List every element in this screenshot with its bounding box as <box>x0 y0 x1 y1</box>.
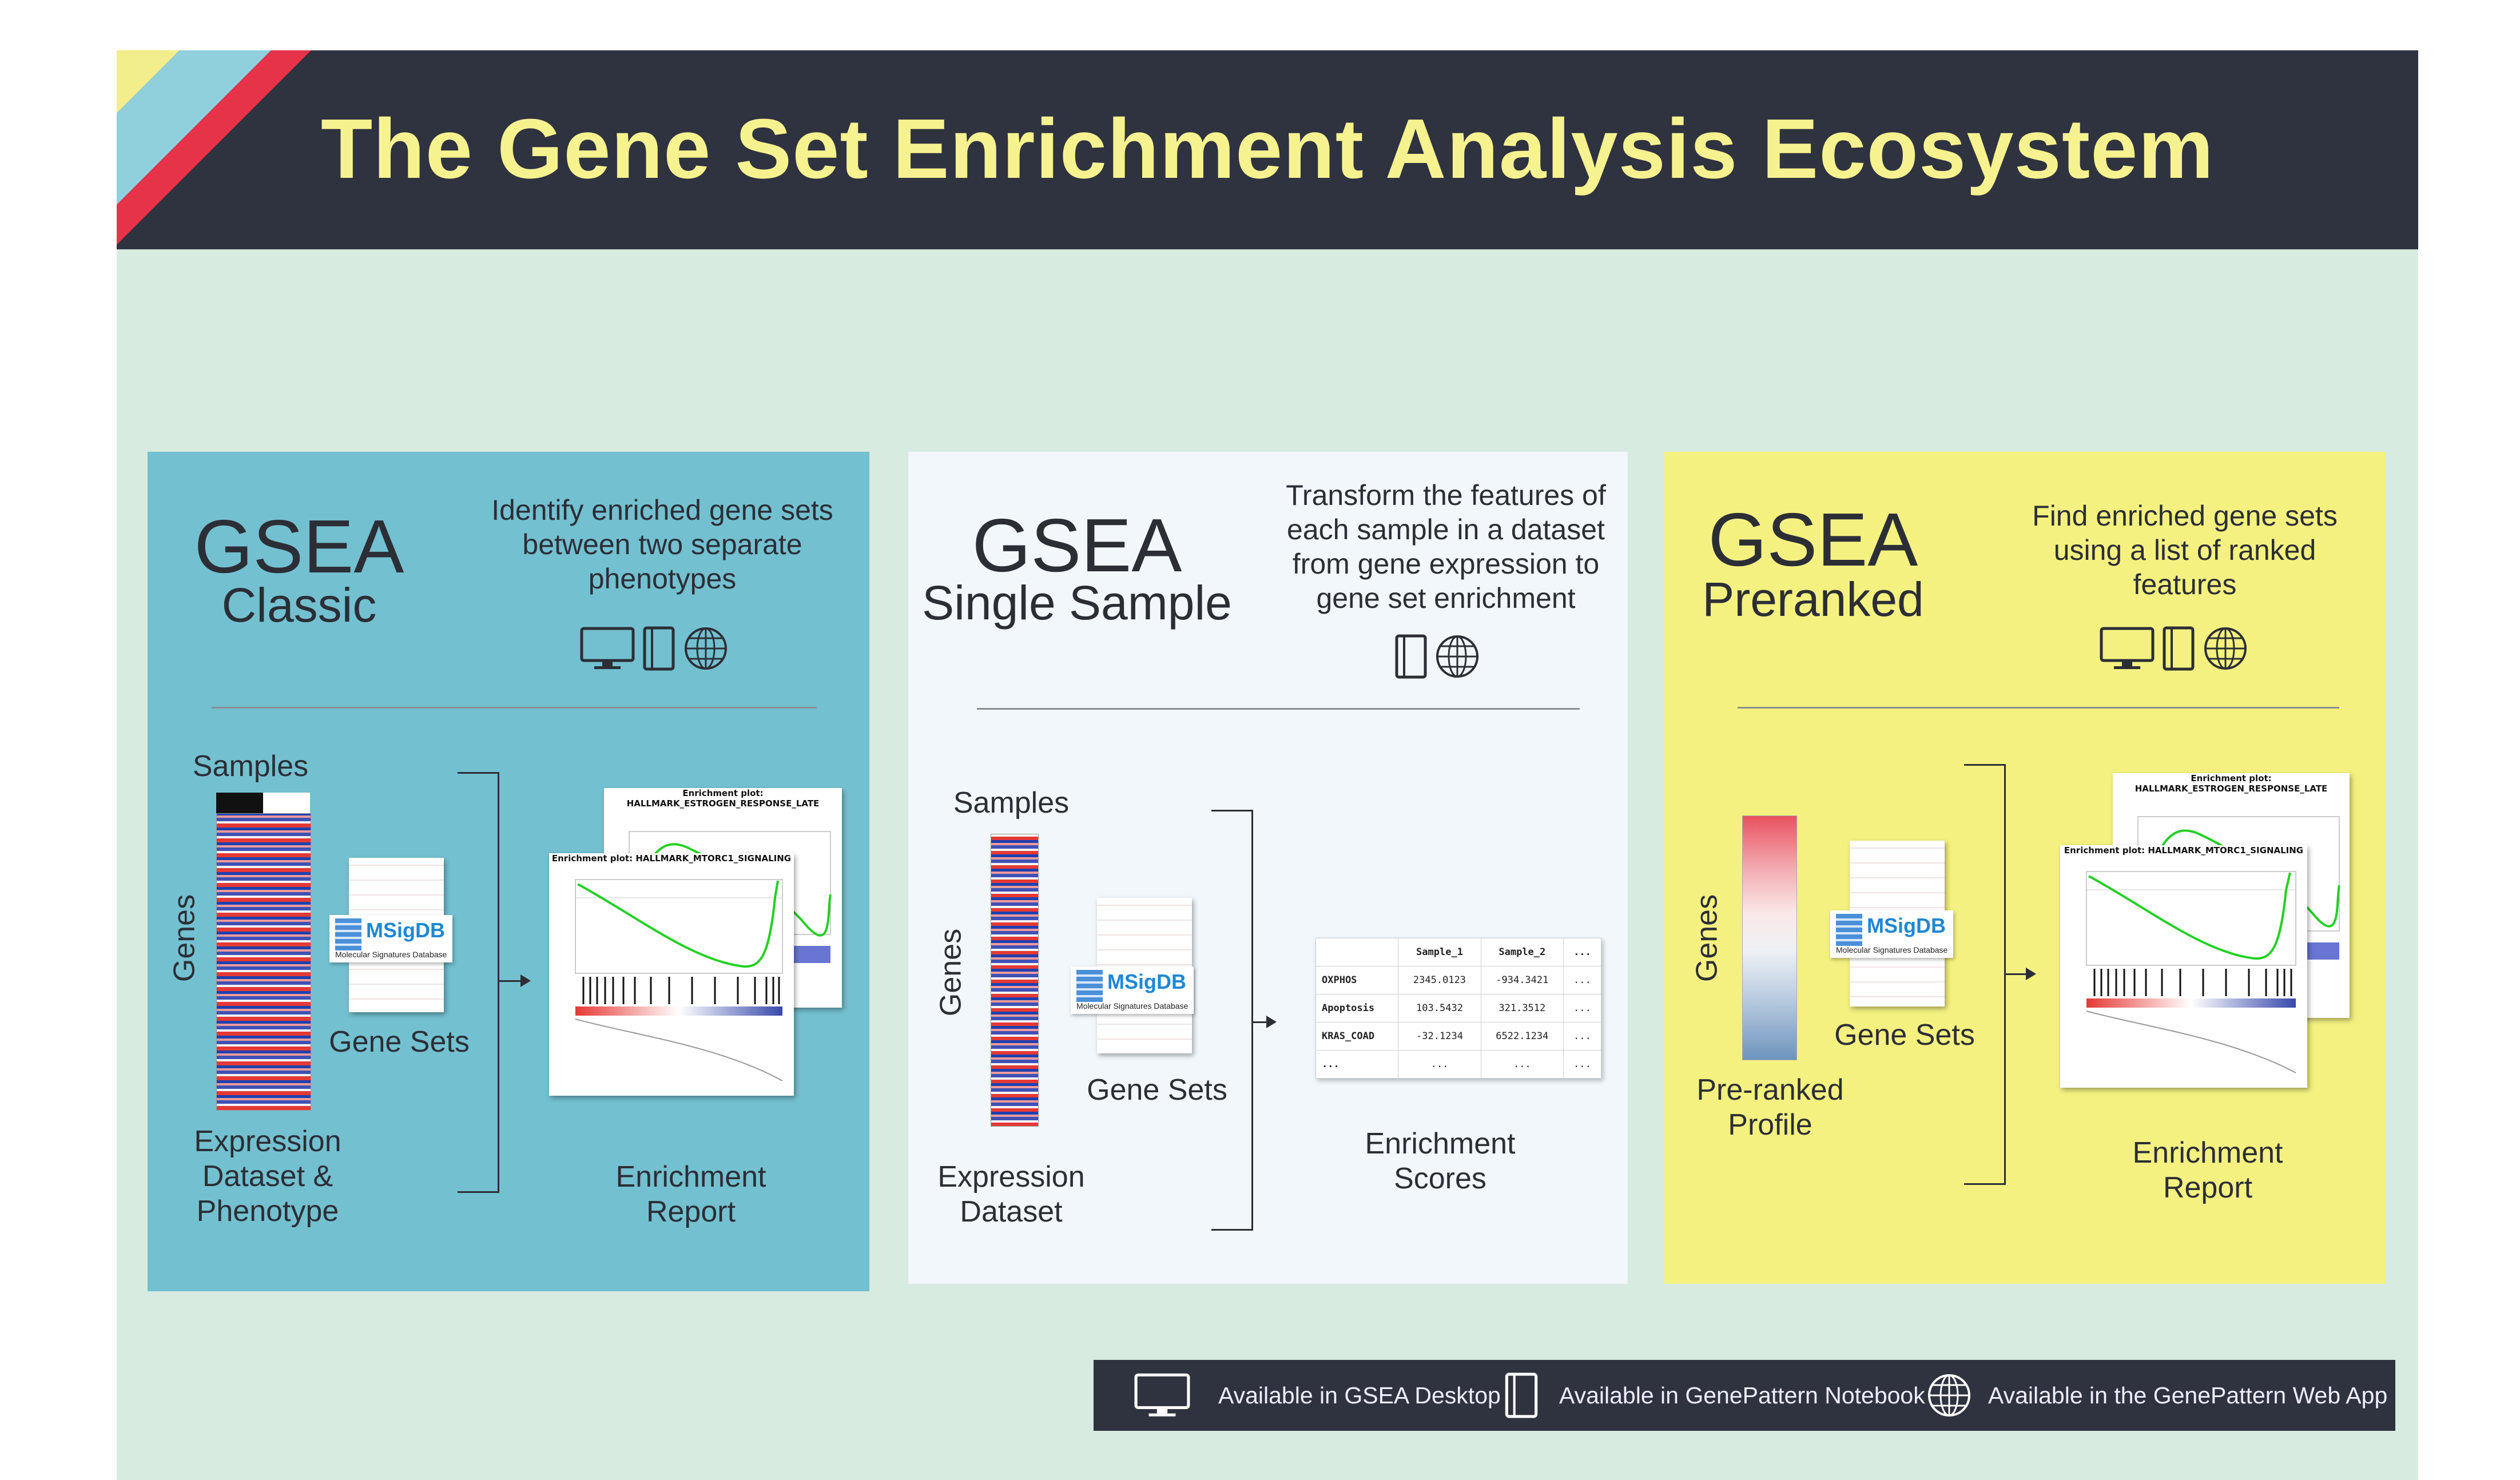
row-name: KRAS_COAD <box>1316 1023 1398 1051</box>
web-icon <box>1434 634 1480 679</box>
availability-icons <box>2099 626 2253 677</box>
input-bracket <box>458 772 499 1193</box>
panel-gsea-preranked <box>1664 452 2385 1284</box>
page-title: The Gene Set Enrichment Analysis Ecosystem <box>320 102 2215 196</box>
desktop-icon <box>2099 626 2155 671</box>
web-icon <box>2203 626 2248 671</box>
column-header: Sample_1 <box>1398 938 1481 966</box>
table-cell: 2345.0123 <box>1398 966 1481 994</box>
gene-sets-label: Gene Sets <box>1834 1019 1975 1052</box>
legend-item-desktop <box>1134 1360 1501 1431</box>
enrichment-scores-table <box>1315 938 1601 1079</box>
panel-gsea-classic <box>148 452 869 1291</box>
input-label: Expression Dataset & Phenotype <box>194 1125 341 1228</box>
divider <box>1738 707 2339 709</box>
legend-item-notebook <box>1504 1360 1925 1431</box>
web-icon <box>1926 1372 1972 1418</box>
table-cell: ... <box>1563 994 1601 1023</box>
header-banner <box>117 50 2418 249</box>
table-cell: -934.3421 <box>1481 966 1563 994</box>
table-cell: ... <box>1398 1051 1481 1079</box>
desktop-icon <box>579 626 635 671</box>
msigdb-subtitle: Molecular Signatures Database <box>1076 1001 1189 1010</box>
table-header-row <box>1316 938 1601 966</box>
panel-subtitle: Classic <box>221 578 377 632</box>
panel-description: Transform the features of each sample in a dataset from gene expression to gene set enrichment <box>1286 479 1606 614</box>
legend-label: Available in GSEA Desktop <box>1218 1382 1501 1409</box>
table-cell: -32.1234 <box>1398 1023 1481 1051</box>
msigdb-name: MSigDB <box>366 918 445 942</box>
table-row <box>1316 1023 1601 1051</box>
genes-label: Genes <box>168 894 201 982</box>
table-row <box>1316 966 1601 994</box>
legend-item-web <box>1926 1360 2387 1431</box>
msigdb-subtitle: Molecular Signatures Database <box>1836 945 1948 954</box>
msigdb-badge <box>329 915 452 962</box>
panel-title: GSEA <box>1708 498 1918 582</box>
table-cell: 321.3512 <box>1481 994 1563 1023</box>
msigdb-name: MSigDB <box>1107 970 1186 993</box>
panel-subtitle: Preranked <box>1702 572 1924 626</box>
output-label: Enrichment Report <box>2132 1136 2283 1204</box>
legend-label: Available in the GenePattern Web App <box>1988 1382 2388 1409</box>
output-label: Enrichment Report <box>615 1160 766 1228</box>
enrichment-plot-front <box>2060 845 2307 1088</box>
input-bracket <box>1211 810 1253 1231</box>
plot-curve <box>2060 856 2307 1087</box>
availability-legend <box>1094 1360 2395 1431</box>
database-icon <box>1076 970 1103 1002</box>
notebook-icon <box>642 626 675 671</box>
row-name: OXPHOS <box>1316 966 1398 994</box>
msigdb-name: MSigDB <box>1867 914 1946 937</box>
panel-subtitle: Single Sample <box>922 576 1232 630</box>
input-bracket <box>1964 764 2006 1185</box>
plot-title: Enrichment plot: HALLMARK_ESTROGEN_RESPONSE_LATE <box>2135 773 2328 794</box>
plot-title: Enrichment plot: HALLMARK_ESTROGEN_RESPONSE_LATE <box>626 788 820 809</box>
availability-icons <box>1394 634 1485 685</box>
samples-label: Samples <box>192 750 309 783</box>
table-cell: ... <box>1563 1051 1601 1079</box>
expression-heatmap <box>216 813 311 1111</box>
notebook-icon <box>2162 626 2195 671</box>
row-name: ... <box>1316 1051 1398 1079</box>
input-label: Expression Dataset <box>937 1160 1085 1228</box>
gene-sets-label: Gene Sets <box>1087 1073 1227 1107</box>
output-label: Enrichment Scores <box>1365 1127 1516 1195</box>
table-cell: 103.5432 <box>1398 994 1481 1023</box>
panel-title: GSEA <box>972 503 1182 587</box>
column-header: Sample_2 <box>1481 938 1563 966</box>
table-cell: ... <box>1563 966 1601 994</box>
column-header: ... <box>1563 938 1601 966</box>
plot-curve <box>549 864 794 1095</box>
database-icon <box>1836 914 1862 946</box>
notebook-icon <box>1394 634 1428 679</box>
gene-sets-label: Gene Sets <box>329 1025 470 1059</box>
msigdb-badge <box>1071 966 1194 1014</box>
enrichment-plot-front <box>549 853 794 1096</box>
panel-description: Find enriched gene sets using a list of ranked features <box>2032 500 2338 600</box>
table-cell: ... <box>1563 1023 1601 1051</box>
database-icon <box>335 918 361 950</box>
legend-label: Available in GenePattern Notebook <box>1559 1382 1925 1409</box>
table-cell: ... <box>1481 1051 1563 1079</box>
preranked-profile-bar <box>1742 815 1797 1060</box>
table-cell: 6522.1234 <box>1481 1023 1563 1051</box>
flow-arrow <box>1251 1021 1274 1023</box>
panel-title: GSEA <box>194 504 404 588</box>
desktop-icon <box>1134 1372 1191 1418</box>
genes-label: Genes <box>1690 894 1724 982</box>
table-row <box>1316 994 1601 1023</box>
plot-title: Enrichment plot: HALLMARK_MTORC1_SIGNALING <box>2064 845 2304 856</box>
divider <box>977 708 1580 710</box>
input-label: Pre-ranked Profile <box>1696 1073 1844 1141</box>
genes-label: Genes <box>934 928 968 1017</box>
phenotype-bar-a <box>216 793 263 813</box>
expression-heatmap <box>991 834 1039 1127</box>
msigdb-badge <box>1830 910 1953 958</box>
panel-gsea-single-sample <box>908 452 1628 1284</box>
notebook-icon <box>1504 1372 1539 1418</box>
row-name: Apoptosis <box>1316 994 1398 1023</box>
column-header <box>1316 938 1398 966</box>
table-row <box>1316 1051 1601 1079</box>
availability-icons <box>579 626 733 677</box>
msigdb-subtitle: Molecular Signatures Database <box>335 950 447 959</box>
phenotype-bar-b <box>263 793 310 813</box>
web-icon <box>683 626 729 671</box>
divider <box>212 707 817 709</box>
panel-description: Identify enriched gene sets between two separate phenotypes <box>491 494 833 595</box>
plot-title: Enrichment plot: HALLMARK_MTORC1_SIGNALING <box>551 853 792 864</box>
flow-arrow <box>2004 973 2034 975</box>
samples-label: Samples <box>953 786 1070 819</box>
flow-arrow <box>498 980 528 982</box>
